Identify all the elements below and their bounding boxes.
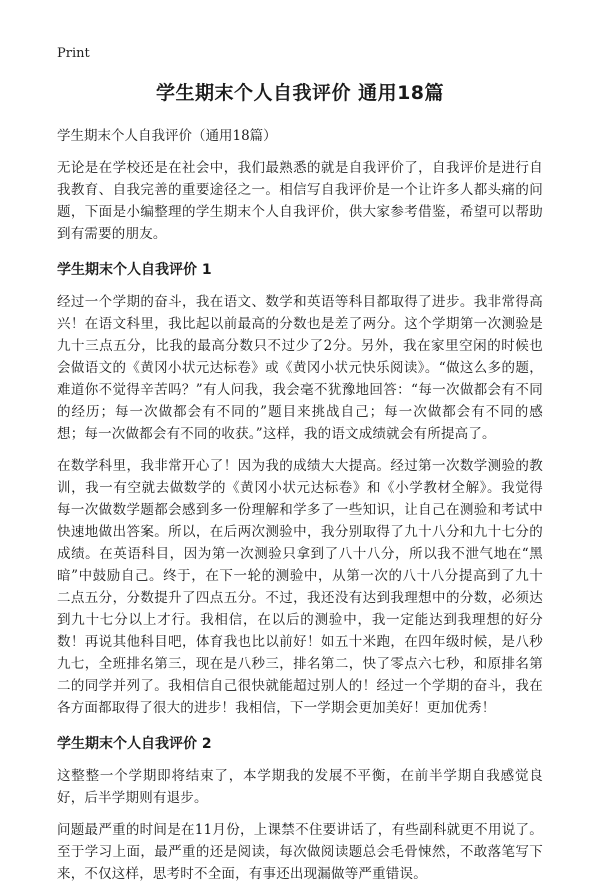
section-heading: 学生期末个人自我评价 2	[57, 736, 212, 752]
document-title: 学生期末个人自我评价 通用18篇	[155, 82, 445, 104]
section-paragraph: 这整整一个学期即将结束了，本学期我的发展不平衡，在前半学期自我感觉良好，后半学期则有退步。	[57, 768, 543, 806]
section-paragraph: 经过一个学期的奋斗，我在语文、数学和英语等科目都取得了进步。我非常得高兴！在语文科里，我比起以前最高的分数也是差了两分。这个学期第一次测验是九十三点五分，比我的最高分数只不过少了2分。另外，我在家里空闲的时候也会做语文的《黄冈小状元达标卷》或《黄冈小状元快乐阅读》。“做这么多的题，难道你不觉得辛苦吗？”有人问我，我会毫不犹豫地回答：“每一次做都会有不同的经历；每一次做都会有不同的”题目来挑战自己；每一次做都会有不同的感想；每一次做都会有不同的收获。”这样，我的语文成绩就会有所提高了。	[57, 294, 543, 442]
section-paragraph: 在数学科里，我非常开心了！因为我的成绩大大提高。经过第一次数学测验的教训，我一有空就去做数学的《黄冈小状元达标卷》和《小学教材全解》。我觉得每一次做数学题都会感到多一份理解和学多了一些知识，让自己在测验和考试中快速地做出答案。所以，在后两次测验中，我分别取得了九十八分和九十七分的成绩。在英语科目，因为第一次测验只拿到了八十八分，所以我不泄气地在“黑暗”中鼓励自己。终于，在下一轮的测验中，从第一次的八十八分提高到了九十二点五分，分数提升了四点五分。不过，我还没有达到我理想中的分数，必须达到九十七分以上才行。我相信，在以后的测验中，我一定能达到我理想的好分数！再说其他科目吧，体育我也比以前好！如五十米跑，在四年级时候，是八秒九七，全班排名第三，现在是八秒三，排名第二，快了零点六七秒，和原排名第二的同学并列了。我相信自己很快就能超过别人的！经过一个学期的奋斗，我在各方面都取得了很大的进步！我相信，下一学期会更加美好！更加优秀！	[57, 458, 543, 716]
document-subtitle: 学生期末个人自我评价（通用18篇）	[57, 128, 277, 144]
print-link[interactable]: Print	[57, 46, 90, 61]
intro-paragraph: 无论是在学校还是在社会中，我们最熟悉的就是自我评价了，自我评价是进行自我教育、自我完善的重要途径之一。相信写自我评价是一个让许多人都头痛的问题，下面是小编整理的学生期末个人自我评价，供大家参考借鉴，希望可以帮助到有需要的朋友。	[57, 160, 543, 242]
section-paragraph: 问题最严重的时间是在11月份，上课禁不住要讲话了，有些副科就更不用说了。至于学习上面，最严重的还是阅读，每次做阅读题总会毛骨悚然，不敢落笔写下来，不仅这样，思考时不全面，有事还出现漏做等严重错误。	[57, 822, 543, 882]
section-heading: 学生期末个人自我评价 1	[57, 262, 212, 278]
